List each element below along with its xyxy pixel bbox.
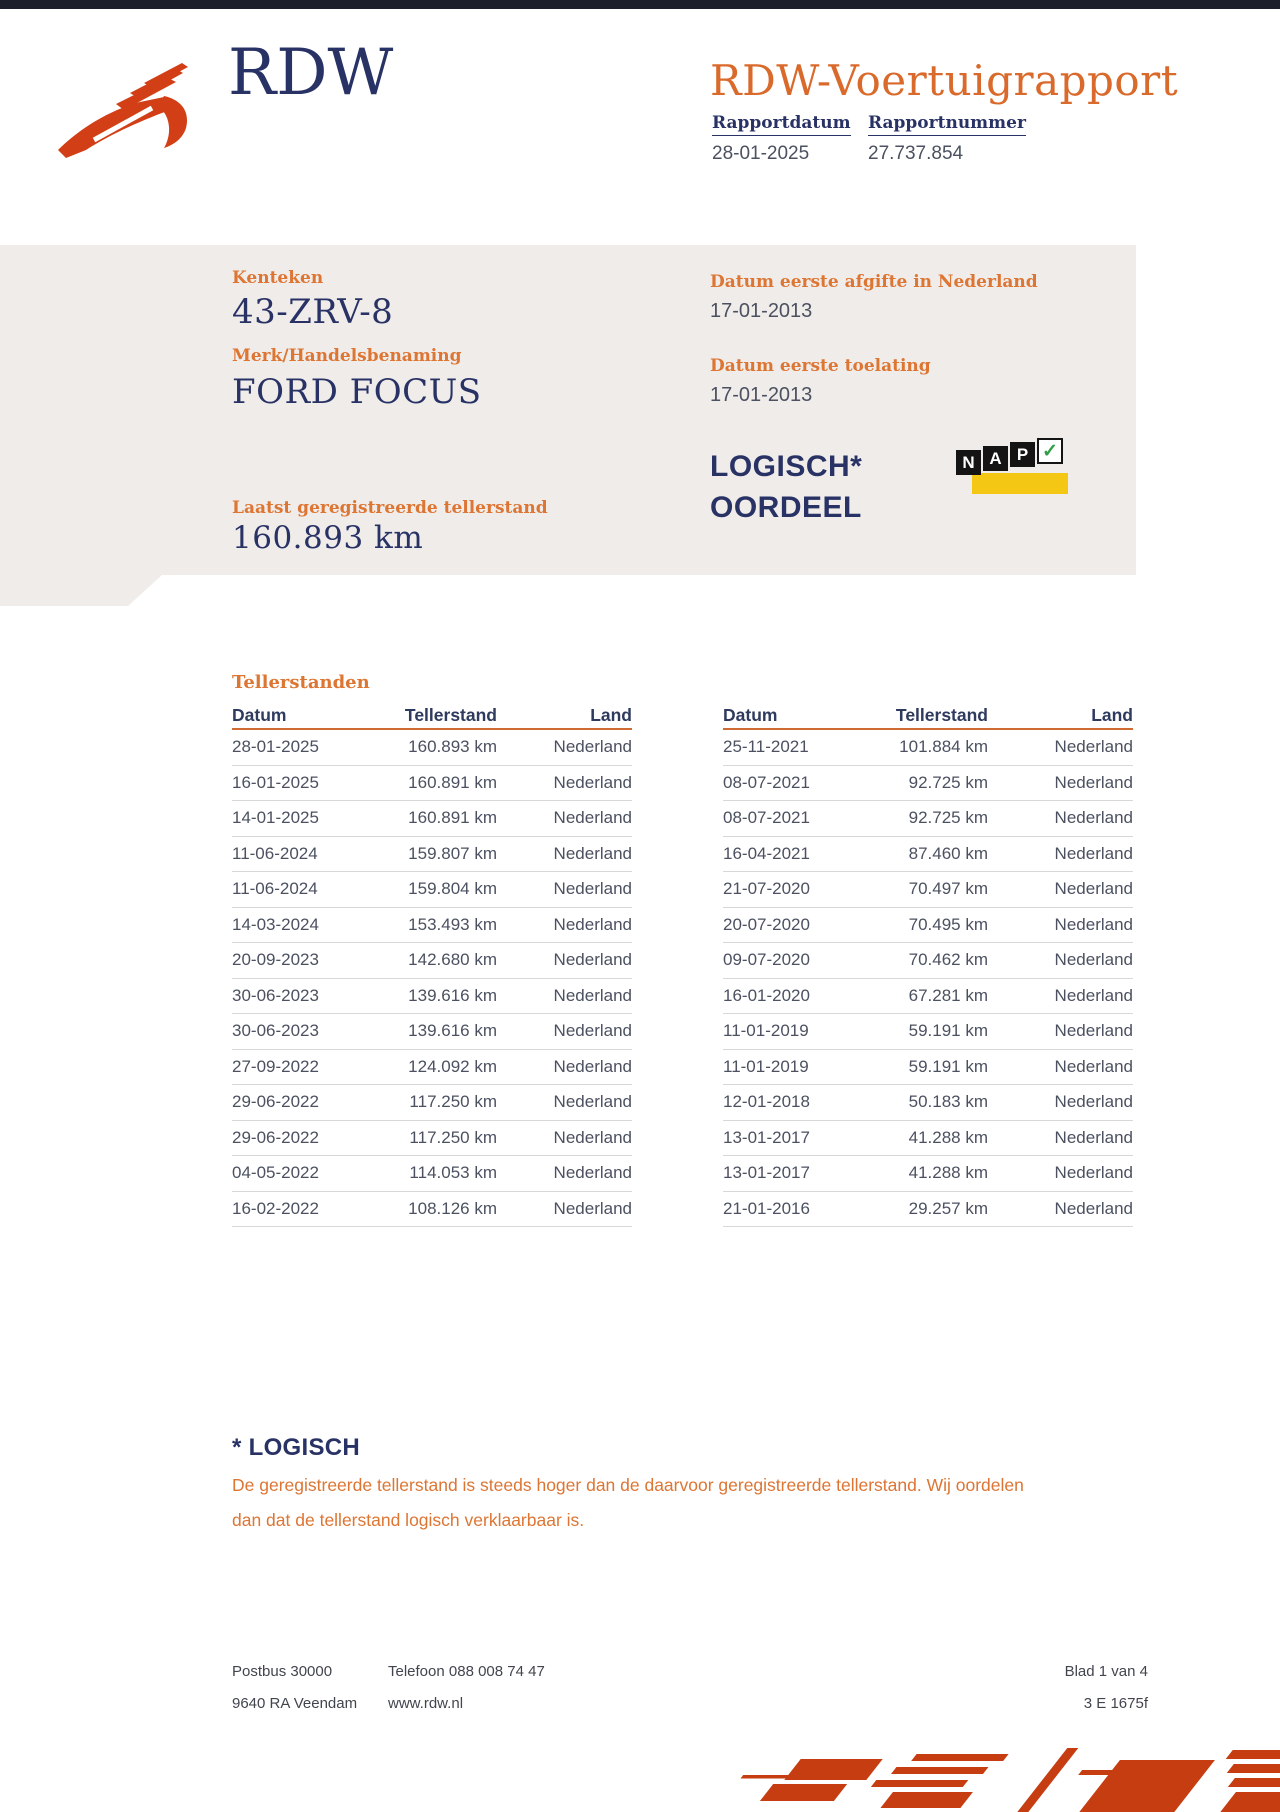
cell-datum: 16-01-2020 (723, 985, 810, 1005)
cell-tellerstand: 59.191 km (908, 1021, 988, 1041)
table-row (723, 1049, 1133, 1085)
oordeel-verdict (710, 446, 862, 528)
rdw-stripes-art (640, 1742, 1280, 1812)
cell-land: Nederland (1054, 1092, 1133, 1112)
nap-letter-a: A (983, 446, 1008, 471)
table-row (232, 800, 632, 836)
laatste-tellerstand-label: Laatst geregistreerde tellerstand (232, 498, 548, 518)
footer-page-number: Blad 1 van 4 (1064, 1663, 1148, 1680)
column-header-land: Land (590, 704, 632, 725)
tellerstanden-table-left (232, 702, 632, 1227)
table-body (232, 730, 632, 1227)
footer-city: 9640 RA Veendam (232, 1695, 358, 1712)
cell-tellerstand: 142.680 km (408, 950, 497, 970)
nap-letter-boxes (956, 437, 1063, 472)
column-header-tellerstand: Tellerstand (895, 704, 988, 725)
cell-tellerstand: 117.250 km (409, 1127, 497, 1147)
cell-datum: 11-01-2019 (723, 1056, 809, 1076)
table-row (232, 730, 632, 765)
cell-tellerstand: 67.281 km (908, 985, 988, 1005)
cell-tellerstand: 41.288 km (908, 1163, 988, 1183)
cell-land: Nederland (553, 879, 632, 899)
cell-datum: 16-02-2022 (232, 1198, 319, 1218)
cell-datum: 20-09-2023 (232, 950, 319, 970)
nap-checkmark-icon: ✓ (1037, 438, 1063, 464)
table-row (232, 1013, 632, 1049)
table-row (723, 871, 1133, 907)
cell-datum: 14-03-2024 (232, 914, 319, 934)
cell-land: Nederland (1054, 843, 1133, 863)
cell-datum: 13-01-2017 (723, 1127, 810, 1147)
cell-datum: 16-01-2025 (232, 772, 319, 792)
footer-form-code: 3 E 1675f (1083, 1695, 1148, 1712)
table-row (723, 978, 1133, 1014)
footer-website: www.rdw.nl (388, 1695, 464, 1712)
cell-tellerstand: 160.891 km (408, 772, 497, 792)
report-date-label: Rapportdatum (712, 113, 851, 136)
cell-tellerstand: 159.807 km (408, 843, 497, 863)
table-row (232, 978, 632, 1014)
kenteken-label: Kenteken (232, 268, 324, 288)
cell-land: Nederland (553, 808, 632, 828)
cell-land: Nederland (553, 1092, 632, 1112)
cell-land: Nederland (1054, 1127, 1133, 1147)
column-header-land: Land (1091, 704, 1133, 725)
cell-land: Nederland (1054, 1198, 1133, 1218)
cell-datum: 08-07-2021 (723, 772, 810, 792)
table-row (232, 907, 632, 943)
nap-letter-n: N (956, 450, 981, 475)
table-header-row (723, 702, 1133, 730)
cell-land: Nederland (1054, 737, 1133, 757)
cell-tellerstand: 114.053 km (409, 1163, 497, 1183)
cell-tellerstand: 92.725 km (908, 808, 988, 828)
toelating-label: Datum eerste toelating (710, 356, 931, 376)
table-row (723, 1120, 1133, 1156)
cell-datum: 29-06-2022 (232, 1092, 319, 1112)
table-row (232, 1191, 632, 1227)
cell-tellerstand: 101.884 km (899, 737, 988, 757)
cell-tellerstand: 70.495 km (908, 914, 988, 934)
cell-tellerstand: 92.725 km (908, 772, 988, 792)
cell-datum: 29-06-2022 (232, 1127, 319, 1147)
kenteken-value: 43-ZRV-8 (232, 292, 394, 332)
cell-land: Nederland (1054, 1021, 1133, 1041)
cell-tellerstand: 124.092 km (408, 1056, 497, 1076)
cell-datum: 27-09-2022 (232, 1056, 319, 1076)
cell-datum: 20-07-2020 (723, 914, 810, 934)
table-row (723, 1013, 1133, 1049)
cell-tellerstand: 160.891 km (408, 808, 497, 828)
cell-land: Nederland (553, 914, 632, 934)
cell-tellerstand: 153.493 km (408, 914, 497, 934)
cell-datum: 11-01-2019 (723, 1021, 809, 1041)
afgifte-label: Datum eerste afgifte in Nederland (710, 272, 1038, 292)
cell-land: Nederland (1054, 772, 1133, 792)
cell-land: Nederland (553, 1127, 632, 1147)
cell-datum: 14-01-2025 (232, 808, 319, 828)
logisch-note-text: De geregistreerde tellerstand is steeds hoger dan de daarvoor geregistreerde tellerstand. Wij oordelen dan dat de tellerstand logisch verklaarbaar is. (232, 1475, 1024, 1530)
rdw-logo-text: RDW (228, 36, 394, 110)
table-header-row (232, 702, 632, 730)
table-row (232, 871, 632, 907)
table-row (723, 942, 1133, 978)
cell-tellerstand: 87.460 km (908, 843, 988, 863)
report-meta (0, 0, 1280, 200)
cell-datum: 08-07-2021 (723, 808, 810, 828)
cell-datum: 30-06-2023 (232, 1021, 319, 1041)
cell-tellerstand: 159.804 km (408, 879, 497, 899)
report-date-value: 28-01-2025 (712, 143, 810, 164)
cell-datum: 11-06-2024 (232, 879, 318, 899)
cell-datum: 11-06-2024 (232, 843, 318, 863)
table-row (723, 730, 1133, 765)
logisch-note-title: * LOGISCH (232, 1434, 361, 1461)
merk-label: Merk/Handelsbenaming (232, 346, 462, 366)
table-row (232, 1155, 632, 1191)
nap-letter-p: P (1010, 442, 1035, 467)
table-row (232, 765, 632, 801)
cell-datum: 21-01-2016 (723, 1198, 810, 1218)
table-row (723, 1191, 1133, 1227)
cell-tellerstand: 70.497 km (908, 879, 988, 899)
table-row (232, 942, 632, 978)
cell-land: Nederland (1054, 914, 1133, 934)
oordeel-line1: LOGISCH* (710, 450, 863, 483)
column-header-datum: Datum (723, 704, 778, 725)
cell-land: Nederland (553, 1021, 632, 1041)
column-header-datum: Datum (232, 704, 287, 725)
footer-phone: Telefoon 088 008 74 47 (388, 1663, 545, 1680)
cell-tellerstand: 139.616 km (408, 985, 497, 1005)
toelating-value: 17-01-2013 (710, 384, 813, 406)
cell-land: Nederland (553, 950, 632, 970)
laatste-tellerstand-value: 160.893 km (232, 520, 424, 556)
cell-tellerstand: 59.191 km (908, 1056, 988, 1076)
table-row (232, 1120, 632, 1156)
tellerstanden-section-title: Tellerstanden (232, 672, 370, 693)
table-row (232, 836, 632, 872)
cell-land: Nederland (1054, 985, 1133, 1005)
cell-land: Nederland (1054, 808, 1133, 828)
nap-yellow-bar (972, 473, 1068, 494)
footer-postbus: Postbus 30000 (232, 1663, 333, 1680)
cell-land: Nederland (1054, 1163, 1133, 1183)
table-row (232, 1084, 632, 1120)
cell-land: Nederland (1054, 1056, 1133, 1076)
cell-datum: 12-01-2018 (723, 1092, 810, 1112)
cell-land: Nederland (1054, 950, 1133, 970)
report-number-value: 27.737.854 (868, 143, 964, 164)
oordeel-line2: OORDEEL (710, 491, 862, 524)
cell-land: Nederland (553, 737, 632, 757)
cell-datum: 25-11-2021 (723, 737, 809, 757)
cell-land: Nederland (1054, 879, 1133, 899)
merk-value: FORD FOCUS (232, 372, 482, 412)
table-row (232, 1049, 632, 1085)
nap-logo (956, 437, 1080, 499)
tellerstanden-table-right (723, 702, 1133, 1227)
cell-land: Nederland (553, 1056, 632, 1076)
afgifte-value: 17-01-2013 (710, 300, 813, 322)
cell-tellerstand: 29.257 km (908, 1198, 988, 1218)
page-title: RDW-Voertuigrapport (710, 56, 1179, 105)
table-row (723, 765, 1133, 801)
table-row (723, 800, 1133, 836)
cell-tellerstand: 108.126 km (408, 1198, 497, 1218)
table-body (723, 730, 1133, 1227)
cell-datum: 04-05-2022 (232, 1163, 319, 1183)
cell-datum: 30-06-2023 (232, 985, 319, 1005)
cell-tellerstand: 160.893 km (408, 737, 497, 757)
cell-land: Nederland (553, 985, 632, 1005)
cell-land: Nederland (553, 1163, 632, 1183)
cell-tellerstand: 41.288 km (908, 1127, 988, 1147)
cell-datum: 21-07-2020 (723, 879, 810, 899)
cell-datum: 28-01-2025 (232, 737, 319, 757)
table-row (723, 836, 1133, 872)
report-number-label: Rapportnummer (868, 113, 1026, 136)
table-row (723, 1084, 1133, 1120)
cell-tellerstand: 117.250 km (409, 1092, 497, 1112)
column-header-tellerstand: Tellerstand (404, 704, 497, 725)
cell-land: Nederland (553, 843, 632, 863)
table-row (723, 907, 1133, 943)
cell-datum: 09-07-2020 (723, 950, 810, 970)
table-row (723, 1155, 1133, 1191)
cell-tellerstand: 70.462 km (908, 950, 988, 970)
cell-tellerstand: 50.183 km (908, 1092, 988, 1112)
cell-tellerstand: 139.616 km (408, 1021, 497, 1041)
vehicle-info-panel (0, 245, 1136, 607)
cell-datum: 16-04-2021 (723, 843, 810, 863)
cell-land: Nederland (553, 1198, 632, 1218)
cell-datum: 13-01-2017 (723, 1163, 810, 1183)
cell-land: Nederland (553, 772, 632, 792)
